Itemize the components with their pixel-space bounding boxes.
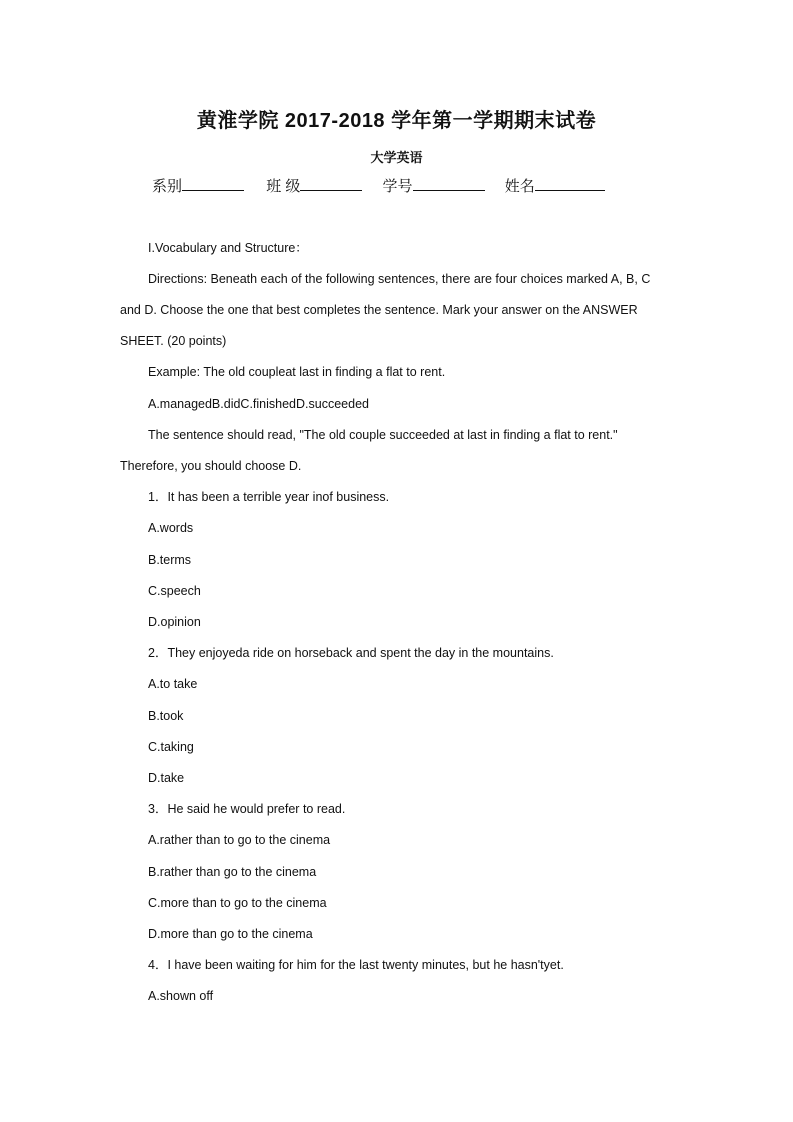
example-question: Example: The old coupleat last in finding a flat to rent. xyxy=(148,365,446,379)
question-3: 3．He said he would prefer to read. xyxy=(148,802,346,816)
course-name: 大学英语 xyxy=(370,150,423,165)
student-id-blank xyxy=(413,176,485,191)
section-heading: I.Vocabulary and Structure： xyxy=(148,241,308,255)
question-2: 2．They enjoyeda ride on horseback and spent the day in the mountains. xyxy=(148,646,554,660)
exam-title: 黄淮学院 2017-2018 学年第一学期期末试卷 xyxy=(196,110,597,132)
directions-text: SHEET. (20 points) xyxy=(120,334,227,348)
directions-text: and D. Choose the one that best completes the sentence. Mark your answer on the ANSWER xyxy=(120,303,638,317)
question-1-option-c: C.speech xyxy=(148,584,201,598)
question-1: 1．It has been a terrible year inof business. xyxy=(148,490,390,504)
directions-text: Directions: Beneath each of the following sentences, there are four choices marked A, B, C xyxy=(148,272,651,286)
question-4-option-a: A.shown off xyxy=(148,989,214,1003)
class-field xyxy=(266,175,362,196)
question-3-option-a: A.rather than to go to the cinema xyxy=(148,833,331,847)
name-field xyxy=(505,175,605,196)
example-explanation: Therefore, you should choose D. xyxy=(120,459,302,473)
student-info-fields xyxy=(152,175,619,196)
question-2-option-b: B.took xyxy=(148,709,184,723)
name-label: 姓名 xyxy=(504,178,535,195)
question-4: 4．I have been waiting for him for the last twenty minutes, but he hasn'tyet. xyxy=(148,958,564,972)
class-blank xyxy=(300,176,362,191)
student-id-field xyxy=(383,175,485,196)
name-blank xyxy=(535,176,605,191)
question-2-option-a: A.to take xyxy=(148,677,198,691)
student-id-label: 学号 xyxy=(382,178,413,195)
question-3-option-b: B.rather than go to the cinema xyxy=(148,865,317,879)
question-1-option-b: B.terms xyxy=(148,553,192,567)
department-blank xyxy=(182,176,244,191)
example-choices: A.managedB.didC.finishedD.succeeded xyxy=(148,397,369,411)
question-1-option-d: D.opinion xyxy=(148,615,201,629)
question-1-option-a: A.words xyxy=(148,521,194,535)
question-3-option-d: D.more than go to the cinema xyxy=(148,927,313,941)
question-2-option-c: C.taking xyxy=(148,740,194,754)
department-label: 系别 xyxy=(152,178,183,195)
question-2-option-d: D.take xyxy=(148,771,185,785)
class-label: 班 级 xyxy=(266,178,301,195)
department-field xyxy=(152,175,244,196)
example-explanation: The sentence should read, "The old couple succeeded at last in finding a flat to rent." xyxy=(148,428,618,442)
question-3-option-c: C.more than to go to the cinema xyxy=(148,896,327,910)
